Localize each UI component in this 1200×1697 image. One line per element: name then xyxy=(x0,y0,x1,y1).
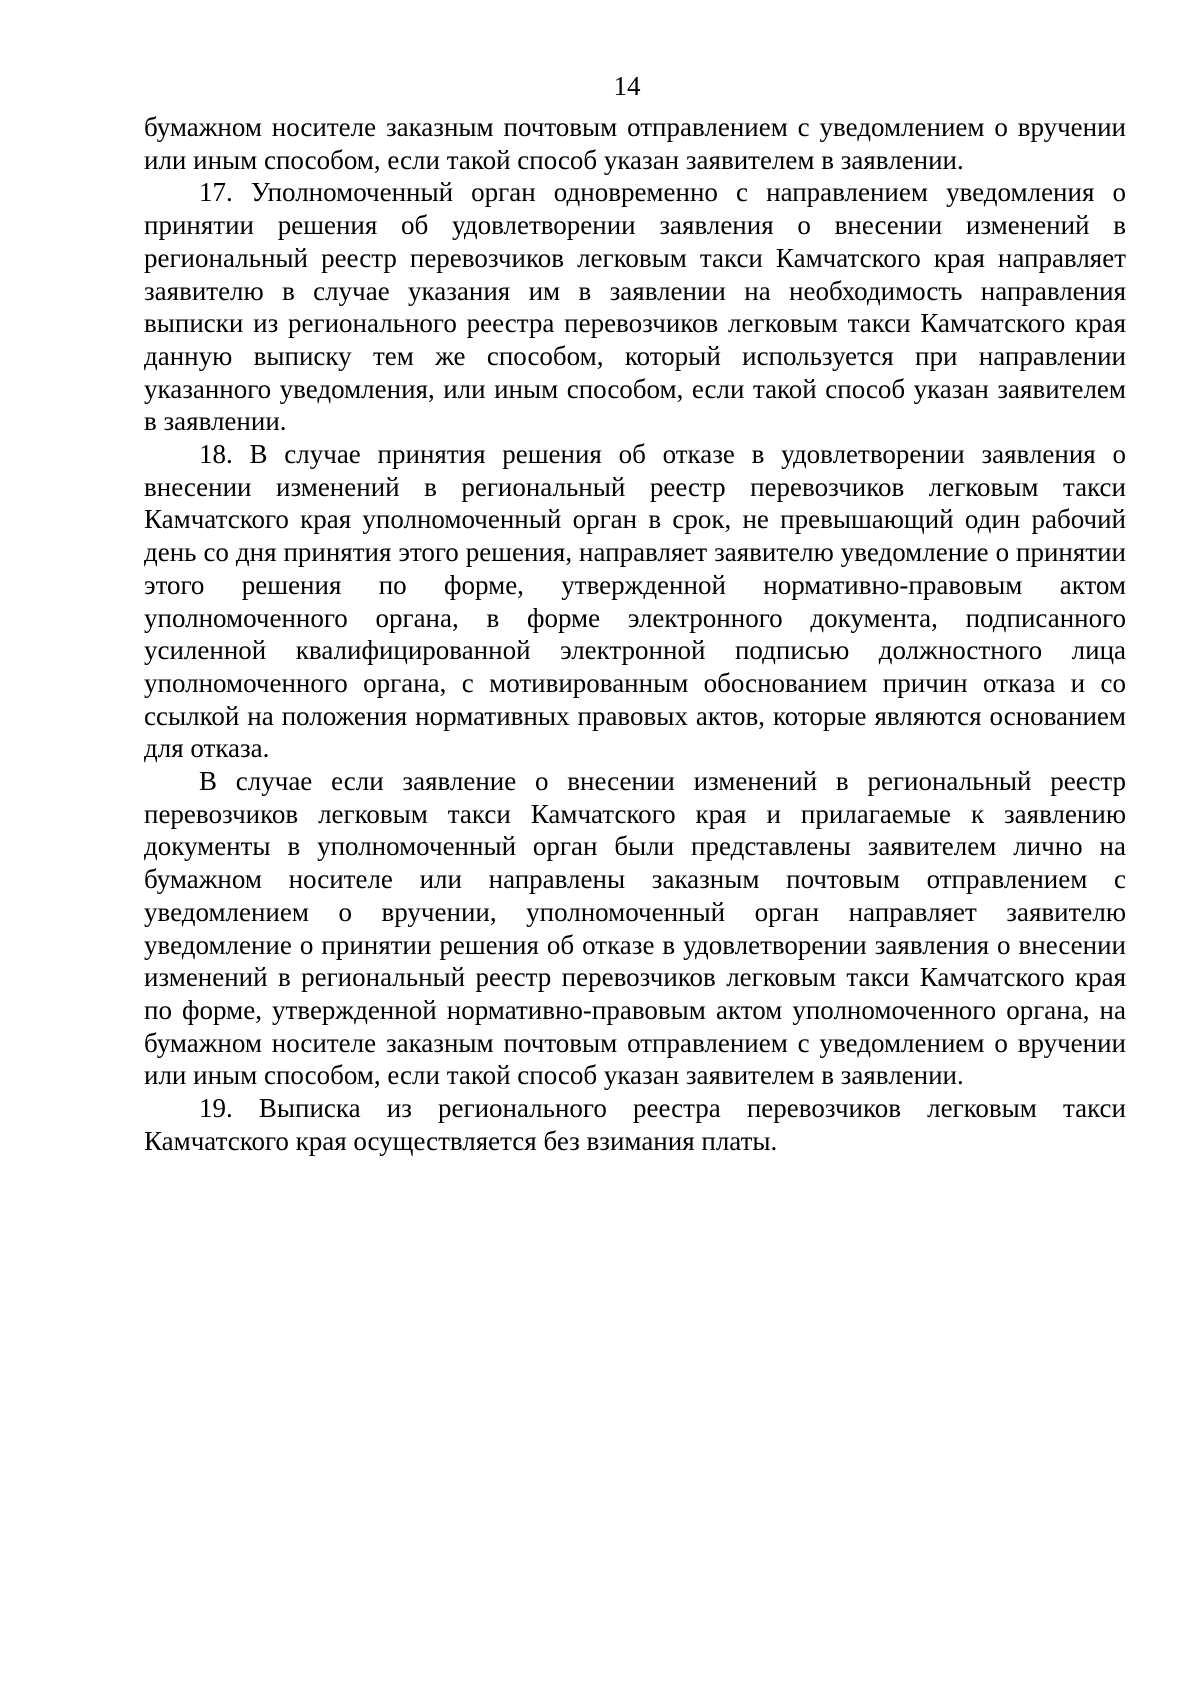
paragraph-item-17: 17. Уполномоченный орган одновременно с направлением уведомления о принятии решения об удовлетворении заявления о внесении изменений в региональный реестр перевозчиков легковым такси Камчатского края направляет заявителю в случае указания им в заявлении на необходимость направления выписки из регионального реестра перевозчиков легковым такси Камчатского края данную выписку тем же способом, который используется при направлении указанного уведомления, или иным способом, если такой способ указан заявителем в заявлении. xyxy=(144,177,1126,437)
paragraph-item-19: 19. Выписка из регионального реестра перевозчиков легковым такси Камчатского края осуществляется без взимания платы. xyxy=(144,1093,1126,1156)
paragraph-item-18: 18. В случае принятия решения об отказе в удовлетворении заявления о внесении изменений в региональный реестр перевозчиков легковым такси Камчатского края уполномоченный орган в срок, не превышающий один рабочий день со дня принятия этого решения, направляет заявителю уведомление о принятии этого решения по форме, утвержденной нормативно-правовым актом уполномоченного органа, в форме электронного документа, подписанного усиленной квалифицированной электронной подписью должностного лица уполномоченного органа, с мотивированным обоснованием причин отказа и со ссылкой на положения нормативных правовых актов, которые являются основанием для отказа. xyxy=(144,439,1126,764)
paragraph-item-18-part-2: В случае если заявление о внесении изменений в региональный реестр перевозчиков легковым такси Камчатского края и прилагаемые к заявлению документы в уполномоченный орган были представлены заявителем лично на бумажном носителе или направлены заказным почтовым отправлением с уведомлением о вручении, уполномоченный орган направляет заявителю уведомление о принятии решения об отказе в удовлетворении заявления о внесении изменений в региональный реестр перевозчиков легковым такси Камчатского края по форме, утвержденной нормативно-правовым актом уполномоченного органа, на бумажном носителе заказным почтовым отправлением с уведомлением о вручении или иным способом, если такой способ указан заявителем в заявлении. xyxy=(144,766,1126,1091)
paragraph-continuation: бумажном носителе заказным почтовым отправлением с уведомлением о вручении или иным способом, если такой способ указан заявителем в заявлении. xyxy=(144,112,1126,175)
document-body xyxy=(144,111,1126,1158)
page-number: 14 xyxy=(613,71,641,101)
